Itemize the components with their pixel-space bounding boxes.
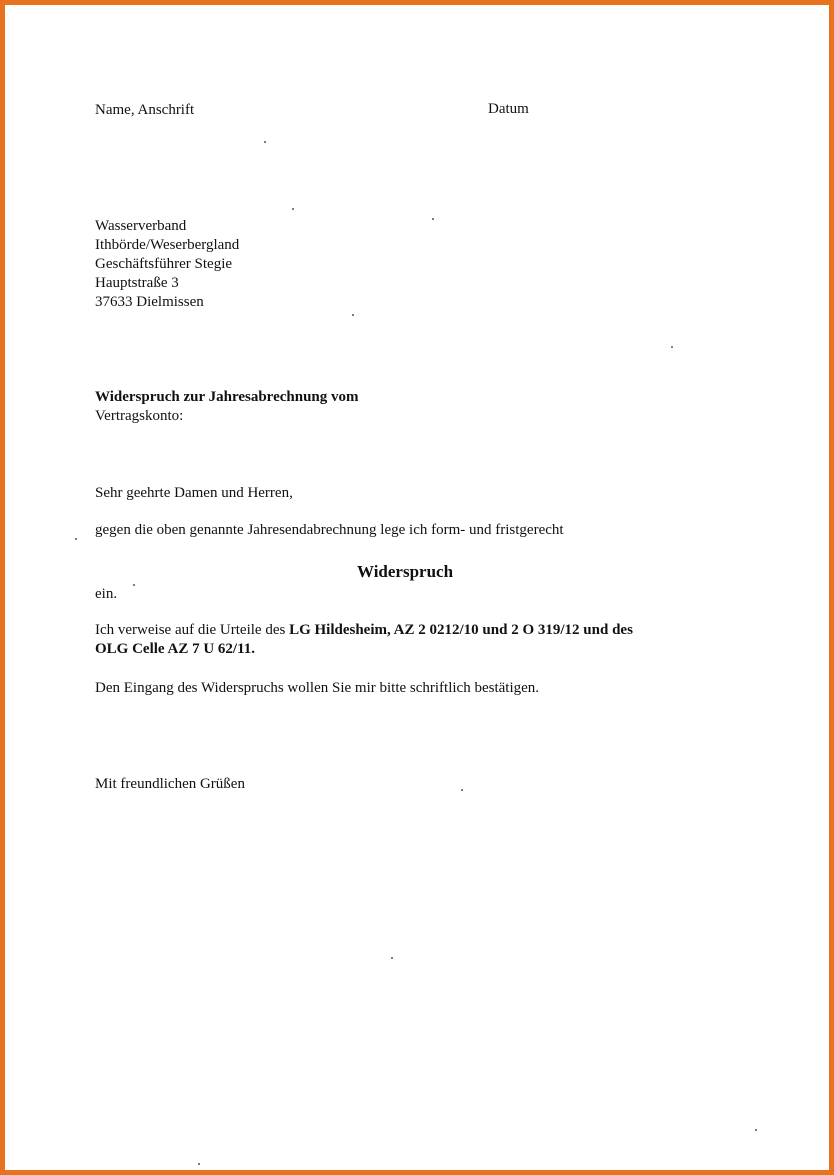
recipient-line-1: Wasserverband — [95, 218, 187, 234]
reference-line-2: OLG Celle AZ 7 U 62/11. — [95, 641, 256, 657]
objection-heading: Widerspruch — [357, 562, 454, 581]
recipient-line-4: Hauptstraße 3 — [95, 275, 179, 291]
scan-speck — [352, 314, 354, 316]
subject-title: Widerspruch zur Jahresabrechnung vom — [95, 389, 359, 405]
scan-speck — [432, 218, 434, 220]
scan-speck — [264, 141, 266, 143]
recipient-line-2: Ithbörde/Weserbergland — [95, 237, 240, 253]
recipient-line-3: Geschäftsführer Stegie — [95, 256, 233, 272]
scan-speck — [461, 789, 463, 791]
reference-bold-part-1: LG Hildesheim, AZ 2 0212/10 und 2 O 319/12 und des — [289, 622, 633, 638]
sender-placeholder: Name, Anschrift — [95, 102, 195, 118]
intro-sentence: gegen die oben genannte Jahresendabrechnung lege ich form- und fristgerecht — [95, 522, 564, 538]
closing-phrase: Mit freundlichen Grüßen — [95, 776, 245, 792]
scan-speck — [198, 1163, 200, 1165]
scan-speck — [755, 1129, 757, 1131]
confirmation-request: Den Eingang des Widerspruchs wollen Sie mir bitte schriftlich bestätigen. — [95, 680, 540, 696]
recipient-line-5: 37633 Dielmissen — [95, 294, 204, 310]
salutation: Sehr geehrte Damen und Herren, — [95, 485, 293, 501]
reference-line-1 — [95, 621, 633, 640]
date-placeholder: Datum — [488, 101, 529, 117]
scan-speck — [75, 538, 77, 540]
scan-speck — [292, 208, 294, 210]
letter-page — [5, 5, 829, 1170]
scan-speck — [671, 346, 673, 348]
scan-speck — [391, 957, 393, 959]
scan-speck — [133, 584, 135, 586]
account-label: Vertragskonto: — [95, 408, 184, 424]
reference-prefix: Ich verweise auf die Urteile des — [95, 622, 286, 638]
ein-word: ein. — [95, 586, 118, 602]
